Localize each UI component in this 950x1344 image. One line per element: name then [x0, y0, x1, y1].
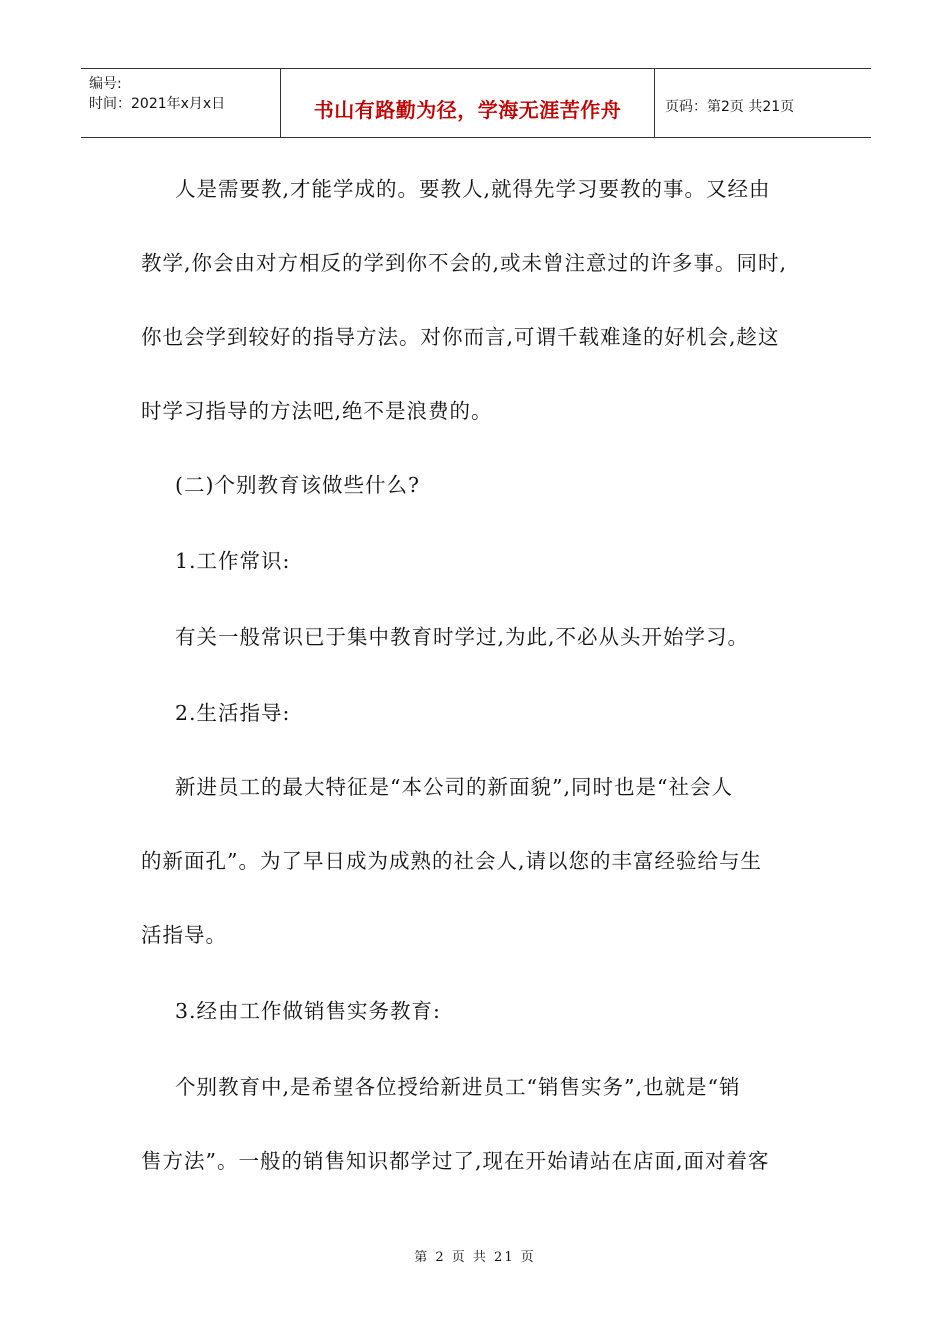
subsection-heading: 3.经由工作做销售实务教育:: [175, 999, 441, 1023]
header-page-cell: [655, 69, 871, 137]
document-date: 时间：2021年x月x日: [89, 96, 226, 112]
document-code-label: 编号:: [89, 76, 122, 92]
header-motto: 书山有路勤为径，学海无涯苦作舟: [313, 98, 622, 122]
header-meta-cell: [81, 69, 281, 137]
paragraph-line: 教学,你会由对方相反的学到你不会的,或未曾注意过的许多事。同时,: [141, 251, 788, 275]
paragraph-line: 有关一般常识已于集中教育时学过,为此,不必从头开始学习。: [175, 625, 750, 649]
section-heading: (二)个别教育该做些什么?: [175, 473, 420, 497]
header-motto-cell: [281, 69, 655, 137]
document-header: [81, 68, 871, 138]
paragraph-line: 人是需要教,才能学成的。要教人,就得先学习要教的事。又经由: [175, 177, 771, 201]
paragraph-line: 个别教育中,是希望各位授给新进员工“销售实务”,也就是“销: [175, 1075, 741, 1099]
subsection-heading: 1.工作常识:: [175, 549, 291, 573]
paragraph-line: 新进员工的最大特征是“本公司的新面貌”,同时也是“社会人: [175, 775, 733, 799]
paragraph-line: 的新面孔”。为了早日成为成熟的社会人,请以您的丰富经验给与生: [141, 849, 762, 873]
subsection-heading: 2.生活指导:: [175, 701, 291, 725]
header-page-info: 页码：第2页 共21页: [665, 99, 795, 115]
page-footer: 第 2 页 共 21 页: [414, 1250, 536, 1265]
paragraph-line: 时学习指导的方法吧,绝不是浪费的。: [141, 399, 493, 423]
paragraph-line: 售方法”。一般的销售知识都学过了,现在开始请站在店面,面对着客: [141, 1149, 770, 1173]
paragraph-line: 活指导。: [141, 923, 227, 947]
paragraph-line: 你也会学到较好的指导方法。对你而言,可谓千载难逢的好机会,趁这: [141, 325, 780, 349]
